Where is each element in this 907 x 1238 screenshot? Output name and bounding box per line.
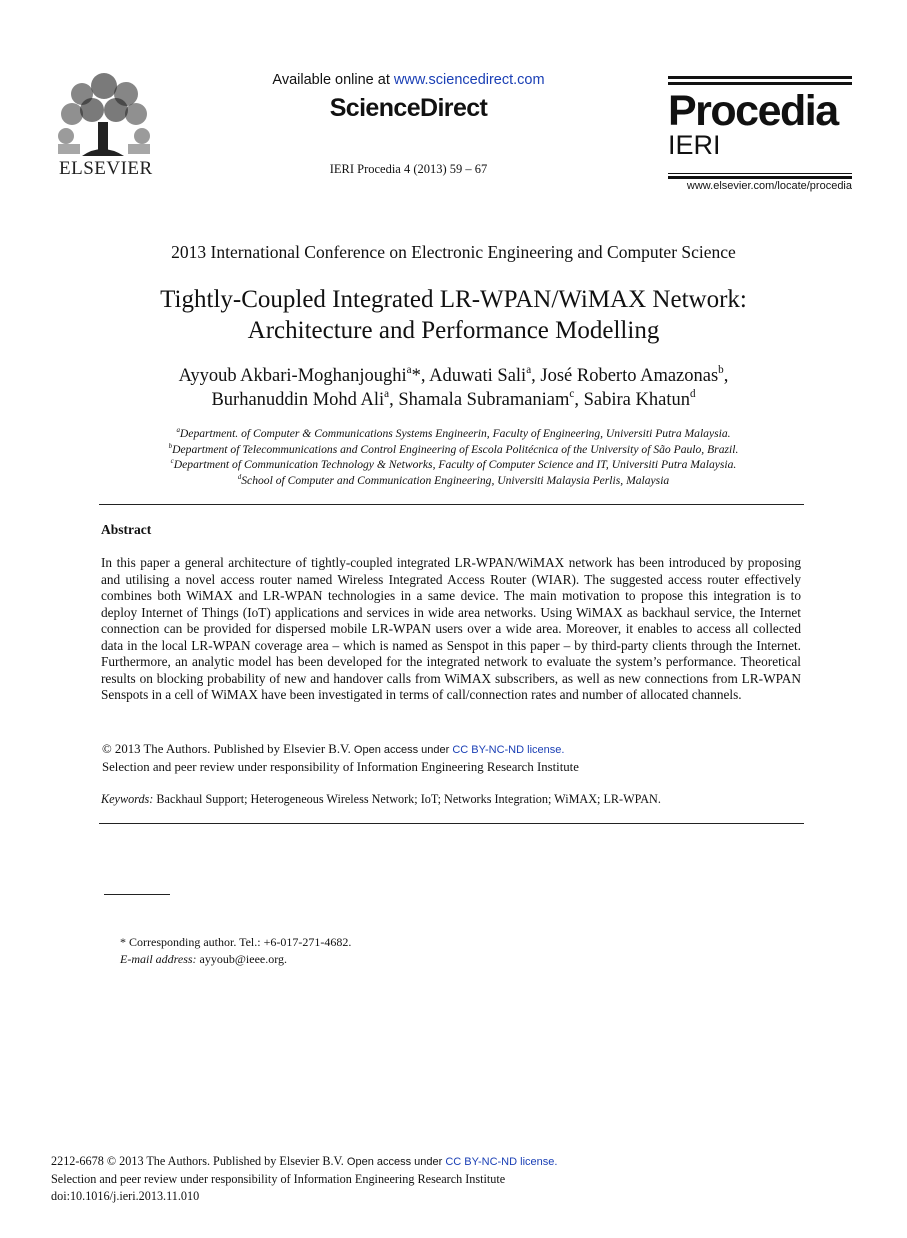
procedia-thin-rule xyxy=(668,173,852,174)
corresponding-mark: * xyxy=(411,366,421,386)
email-label: E-mail address: xyxy=(120,951,197,966)
footnote-line-1: * Corresponding author. Tel.: +6-017-271-4682. xyxy=(120,935,352,949)
affiliation-text: Department. of Computer & Communications Systems Engineerin, Faculty of Engineering, Universiti Putra Malaysia. xyxy=(179,427,731,440)
available-prefix: Available online at xyxy=(272,72,394,88)
author-name: José Roberto Amazonas xyxy=(540,366,719,386)
affiliation-sup: d xyxy=(237,472,242,481)
procedia-top-rule-2 xyxy=(668,82,852,85)
procedia-top-rule xyxy=(668,76,852,79)
author-list xyxy=(0,364,907,412)
email-address[interactable]: ayyoub@ieee.org. xyxy=(196,951,288,966)
author-affil-sup: c xyxy=(569,388,575,401)
journal-reference: IERI Procedia 4 (2013) 59 – 67 xyxy=(329,162,488,176)
author-name: Aduwati Sali xyxy=(429,366,527,386)
abstract-heading: Abstract xyxy=(101,522,152,537)
authors-line-2: Burhanuddin Mohd Ali$^a$, Shamala Subramaniam$^c$, Sabira Khatun$^d$ xyxy=(211,388,696,410)
title-line-2: Architecture and Performance Modelling xyxy=(247,317,660,344)
affiliation-text: Department of Telecommunications and Control Engineering of Escola Politécnica of the University of São Paulo, Brazil. xyxy=(172,442,739,456)
abstract-body: In this paper a general architecture of tightly-coupled integrated LR-WPAN/WiMAX network has been introduced by proposing and utilising a novel access router named Wireless Integrated Access Router (WIAR). The suggested access router effectively combines both WiMAX and LR-WPAN technologies in a same device. The main motivation to propose this integration is to deploy Internet of Things (IoT) applications and services in wide area networks. Using WiMAX as backhaul service, the Internet connection can be provided for dispersed mobile LR-WPAN users over a wide area. Moreover, it enables to access all collected data in the local LR-WPAN coverage area – which is named as Senspot in this paper – by third-party clients through the Internet. Furthermore, an analytic model has been developed for the integrated network to evaluate the system’s performance. Theoretical results on blocking probability of new and handover calls from WiMAX subscribers, as well as new connections from LR-WPAN Senspots in a cell of WiMAX have been investigated in terms of call/connection rates and number of allocated channels. xyxy=(101,555,801,702)
affiliation-item xyxy=(0,426,907,442)
paper-title xyxy=(0,284,907,346)
copyright-line-1 xyxy=(102,741,579,759)
procedia-logo xyxy=(668,76,852,179)
abstract-top-rule xyxy=(99,504,804,505)
elsevier-wordmark: ELSEVIER xyxy=(59,158,153,179)
title-line-1: Tightly-Coupled Integrated LR-WPAN/WiMAX Network: xyxy=(160,286,747,313)
copyright-notice xyxy=(102,741,579,776)
copyright-line-2: Selection and peer review under responsibility of Information Engineering Research Institute xyxy=(102,760,579,774)
author-affil-sup: d xyxy=(689,388,696,401)
affiliation-item xyxy=(0,457,907,473)
sciencedirect-wordmark: ScienceDirect xyxy=(329,94,488,122)
procedia-bottom-rule xyxy=(668,176,852,179)
open-access-text: Open access under xyxy=(350,744,453,756)
footer-line-1 xyxy=(51,1153,557,1171)
sciencedirect-link[interactable]: www.sciencedirect.com xyxy=(393,72,545,88)
author-name: Burhanuddin Mohd Ali xyxy=(211,390,385,410)
author-affil-sup: a xyxy=(384,388,390,401)
footnote-line-2 xyxy=(120,951,351,968)
affiliations xyxy=(0,426,907,488)
affiliation-sup: b xyxy=(168,441,173,450)
author-affil-sup: b xyxy=(718,364,724,377)
page-footer xyxy=(51,1153,557,1205)
abstract-bottom-rule xyxy=(99,823,804,824)
author-name: Shamala Subramaniam xyxy=(398,390,570,410)
procedia-title: Procedia xyxy=(668,87,838,135)
corresponding-footnote xyxy=(120,934,351,967)
copyright-text: © 2013 The Authors. Published by Elsevier B.V. xyxy=(102,742,351,756)
affiliation-text: Department of Communication Technology & Networks, Faculty of Computer Science and IT, Universiti Putra Malaysia. xyxy=(173,458,737,471)
author-name: Sabira Khatun xyxy=(583,390,690,410)
affiliation-item xyxy=(0,473,907,489)
conference-name: 2013 International Conference on Electronic Engineering and Computer Science xyxy=(171,242,736,262)
author-affil-sup: a xyxy=(406,364,412,377)
keywords xyxy=(101,792,661,807)
footer-copyright: 2212-6678 © 2013 The Authors. Published by Elsevier B.V. xyxy=(51,1154,344,1168)
affiliation-text: School of Computer and Communication Engineering, Universiti Malaysia Perlis, Malaysia xyxy=(241,473,670,487)
affiliation-sup: a xyxy=(176,426,180,435)
procedia-subtitle: IERI xyxy=(668,130,721,160)
footnote-rule xyxy=(104,894,170,895)
authors-line-1: Ayyoub Akbari-Moghanjoughi$^a$*, Aduwati Sali$^a$, José Roberto Amazonas$^b$, xyxy=(178,364,729,386)
license-link[interactable]: CC BY-NC-ND license. xyxy=(452,744,565,756)
affiliation-item xyxy=(0,442,907,458)
footer-license-link[interactable]: CC BY-NC-ND license. xyxy=(445,1156,558,1168)
keywords-label: Keywords: xyxy=(101,792,154,806)
procedia-url[interactable]: www.elsevier.com/locate/procedia xyxy=(686,180,852,192)
author-name: Ayyoub Akbari-Moghanjoughi xyxy=(178,366,407,386)
keywords-text: Backhaul Support; Heterogeneous Wireless Network; IoT; Networks Integration; WiMAX; LR-WPAN. xyxy=(153,792,661,806)
footer-line-2: Selection and peer review under responsibility of Information Engineering Research Institute xyxy=(51,1172,506,1186)
affiliation-sup: c xyxy=(170,457,174,466)
footer-open-access: Open access under xyxy=(343,1156,446,1168)
footer-doi[interactable]: doi:10.1016/j.ieri.2013.11.010 xyxy=(51,1189,200,1203)
author-affil-sup: a xyxy=(526,364,532,377)
